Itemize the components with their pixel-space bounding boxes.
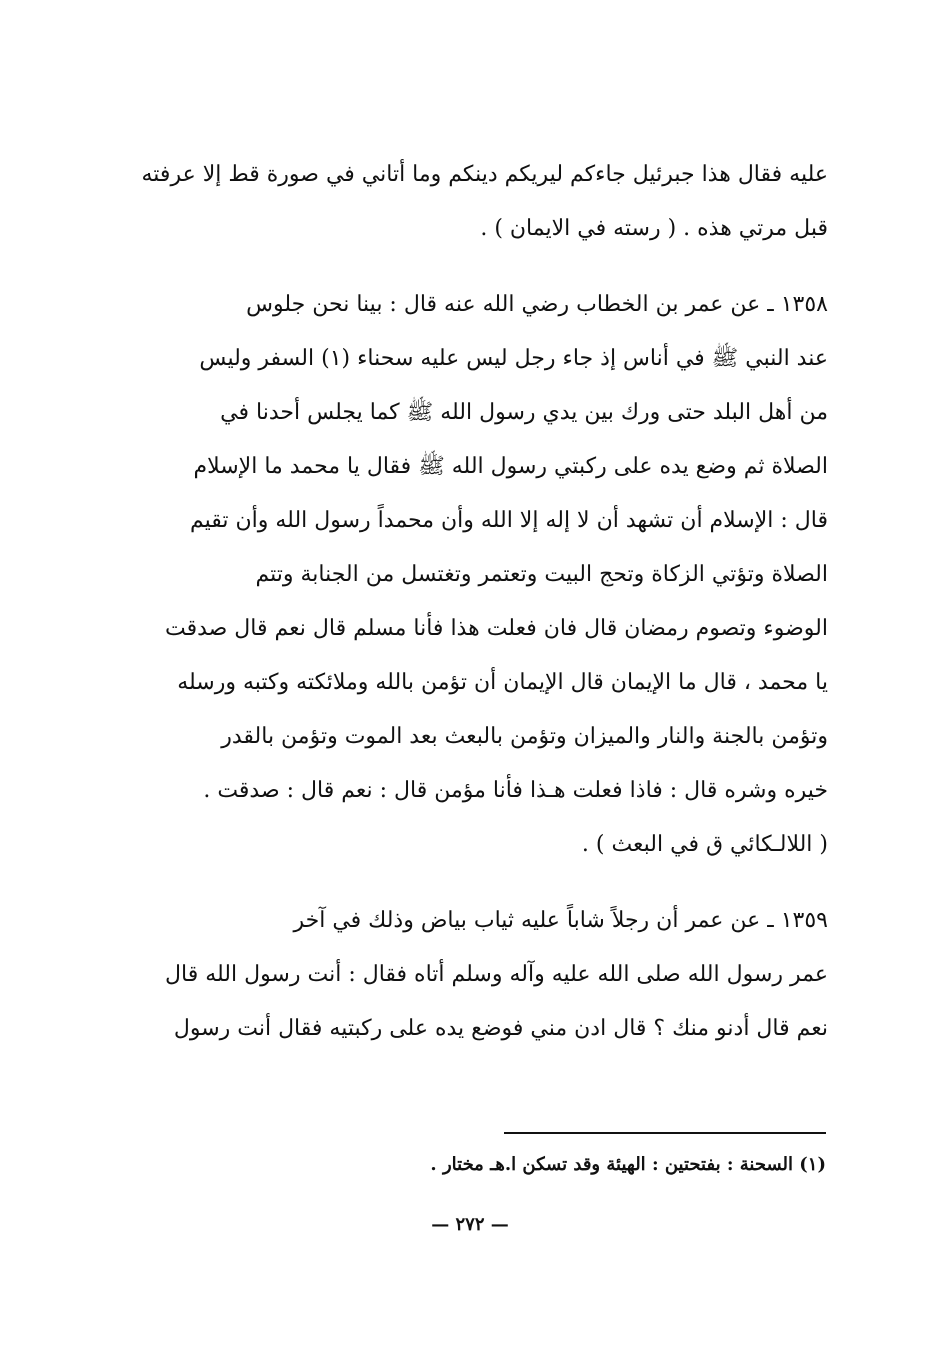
text-line: وتؤمن بالجنة والنار والميزان وتؤمن بالبعث بعد الموت وتؤمن بالقدر	[221, 724, 828, 749]
footnote-divider	[504, 1132, 826, 1134]
text-line: نعم قال أدنو منك ؟ قال ادن مني فوضع يده على ركبتيه فقال أنت رسول	[173, 1016, 828, 1041]
text-line: يا محمد ، قال ما الإيمان قال الإيمان أن تؤمن بالله وملائكته وكتبه ورسله	[177, 670, 828, 695]
text-line: ١٣٥٩ ـ عن عمر أن رجلاً شاباً عليه ثياب بياض وذلك في آخر	[293, 908, 828, 933]
paragraph-hadith-1359	[118, 894, 828, 1056]
text-line: ( اللالـكائي ق في البعث ) .	[581, 832, 828, 857]
text-line: عليه فقال هذا جبرئيل جاءكم ليريكم دينكم وما أتاني في صورة قط إلا عرفته	[141, 162, 828, 187]
page-number: — ٢٧٢ —	[431, 1214, 509, 1235]
text-line: قبل مرتي هذه . ( رسته في الايمان ) .	[480, 216, 828, 241]
text-line: من أهل البلد حتى ورك بين يدي رسول الله ﷺ كما يجلس أحدنا في	[220, 400, 828, 425]
footnote: (١) السحنة : بفتحتين : الهيئة وقد تسكن ا.هـ مختار .	[430, 1154, 826, 1175]
text-line: الوضوء وتصوم رمضان قال فان فعلت هذا فأنا مسلم قال نعم قال صدقت	[164, 616, 828, 641]
text-line: الصلاة ثم وضع يده على ركبتي رسول الله ﷺ فقال يا محمد ما الإسلام	[193, 454, 828, 479]
text-line: عمر رسول الله صلى الله عليه وآله وسلم أتاه فقال : أنت رسول الله قال	[165, 962, 828, 987]
text-line: ١٣٥٨ ـ عن عمر بن الخطاب رضي الله عنه قال : بينا نحن جلوس	[246, 292, 828, 317]
text-line: عند النبي ﷺ في أناس إذ جاء رجل ليس عليه سحناء (١) السفر وليس	[199, 346, 828, 371]
text-line: قال : الإسلام أن تشهد أن لا إله إلا الله وأن محمداً رسول الله وأن تقيم	[189, 508, 828, 533]
main-text	[118, 148, 828, 1078]
paragraph-hadith-intro	[118, 148, 828, 256]
paragraph-hadith-1358	[118, 278, 828, 872]
text-line: الصلاة وتؤتي الزكاة وتحج البيت وتعتمر وتغتسل من الجنابة وتتم	[255, 562, 828, 587]
text-line: خيره وشره قال : فاذا فعلت هـذا فأنا مؤمن قال : نعم قال : صدقت .	[203, 778, 828, 803]
